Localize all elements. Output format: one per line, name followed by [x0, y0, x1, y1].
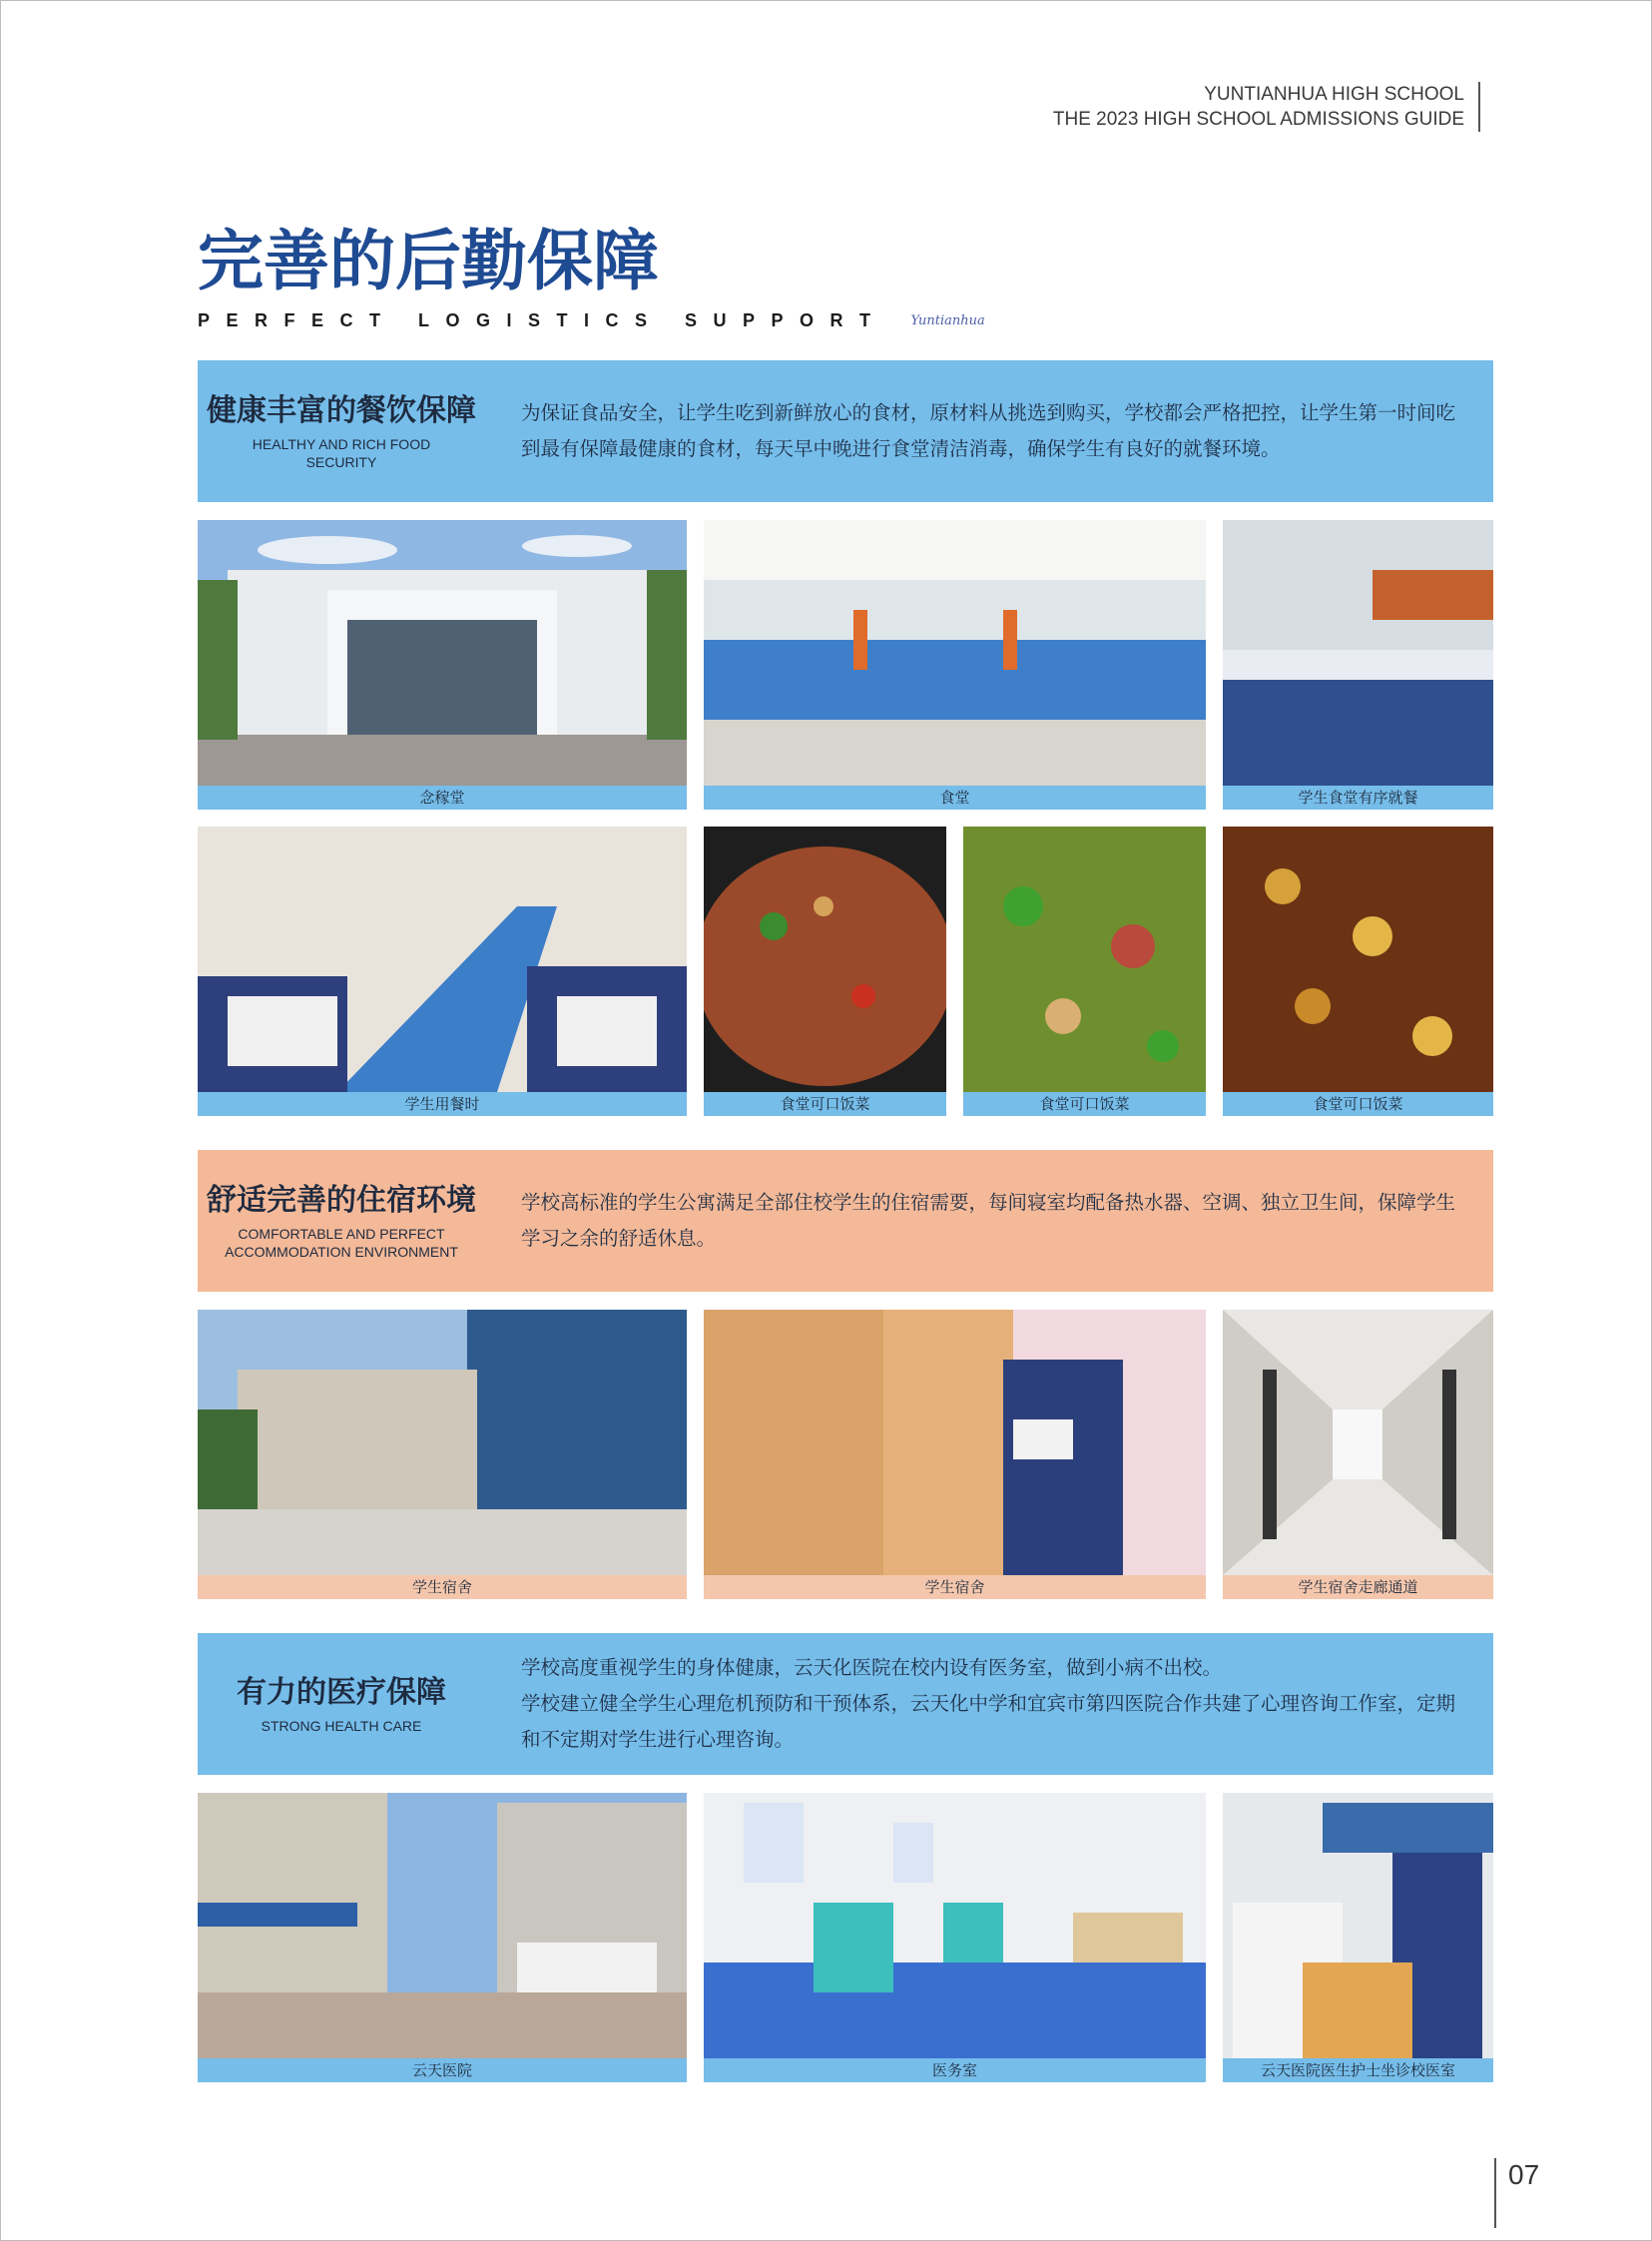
photo-canteen-image — [704, 520, 1206, 786]
photo-dish-1-image — [704, 827, 946, 1092]
photo-dish-2 — [963, 827, 1206, 1116]
photo-dorm-corridor — [1223, 1310, 1493, 1599]
photo-clinic-room-caption: 医务室 — [704, 2058, 1206, 2082]
section-health-heading — [198, 1673, 485, 1735]
photo-clinic-room-image — [704, 1793, 1206, 2058]
page-header — [1053, 82, 1480, 132]
section-food-subtitle: HEALTHY AND RICH FOOD SECURITY — [252, 436, 431, 470]
photo-dish-1-caption: 食堂可口饭菜 — [704, 1092, 946, 1116]
photo-dish-3-image — [1223, 827, 1493, 1092]
subtitle-row — [198, 305, 985, 335]
photo-canteen-caption: 食堂 — [704, 786, 1206, 810]
photo-doctor-consultation — [1223, 1793, 1493, 2082]
section-accommodation-banner — [198, 1150, 1493, 1292]
photo-hall-image — [198, 520, 687, 786]
photo-clinic-room — [704, 1793, 1206, 2082]
page-title: 完善的后勤保障 — [198, 223, 659, 299]
section-health-text — [485, 1650, 1493, 1758]
photo-hospital — [198, 1793, 687, 2082]
section-food-heading — [198, 391, 485, 471]
section-health-subtitle: STRONG HEALTH CARE — [261, 1718, 422, 1734]
section-health-text-line-2: 学校建立健全学生心理危机预防和干预体系，云天化中学和宜宾市第四医院合作共建了心理咨询工作室，定期和不定期对学生进行心理咨询。 — [521, 1692, 1456, 1751]
photo-dorm-room-image — [704, 1310, 1206, 1575]
section-accommodation-subtitle: COMFORTABLE AND PERFECT ACCOMMODATION ENVIRONMENT — [225, 1226, 458, 1260]
photo-doctor-consultation-caption: 云天医院医生护士坐诊校医室 — [1223, 2058, 1493, 2082]
photo-doctor-consultation-image — [1223, 1793, 1493, 2058]
page-number: 07 — [1494, 2158, 1539, 2228]
photo-canteen — [704, 520, 1206, 810]
photo-hall-caption: 念稼堂 — [198, 786, 687, 810]
photo-dormitory-building-image — [198, 1310, 687, 1575]
photo-dish-3 — [1223, 827, 1493, 1116]
section-food-banner — [198, 360, 1493, 502]
photo-students-dining — [198, 827, 687, 1116]
photo-dish-2-image — [963, 827, 1206, 1092]
section-health-banner — [198, 1633, 1493, 1775]
photo-hospital-caption: 云天医院 — [198, 2058, 687, 2082]
signature-logo: Yuntianhua — [910, 312, 985, 328]
photo-students-dining-caption: 学生用餐时 — [198, 1092, 687, 1116]
photo-queue-caption: 学生食堂有序就餐 — [1223, 786, 1493, 810]
photo-dormitory-building — [198, 1310, 687, 1599]
header-school-name: YUNTIANHUA HIGH SCHOOL — [1204, 84, 1464, 105]
section-accommodation-text: 学校高标准的学生公寓满足全部住校学生的住宿需要，每间寝室均配备热水器、空调、独立卫生间，保障学生学习之余的舒适休息。 — [521, 1191, 1456, 1250]
photo-queue-image — [1223, 520, 1493, 786]
photo-dish-2-caption: 食堂可口饭菜 — [963, 1092, 1206, 1116]
section-health-title: 有力的医疗保障 — [237, 1675, 446, 1710]
photo-hospital-image — [198, 1793, 687, 2058]
section-health-text-line-1: 学校高度重视学生的身体健康，云天化医院在校内设有医务室，做到小病不出校。 — [521, 1656, 1223, 1679]
photo-dormitory-building-caption: 学生宿舍 — [198, 1575, 687, 1599]
photo-dish-3-caption: 食堂可口饭菜 — [1223, 1092, 1493, 1116]
header-guide-name: THE 2023 HIGH SCHOOL ADMISSIONS GUIDE — [1052, 109, 1464, 130]
photo-dorm-corridor-image — [1223, 1310, 1493, 1575]
photo-dorm-room-caption: 学生宿舍 — [704, 1575, 1206, 1599]
page-subtitle: PERFECT LOGISTICS SUPPORT — [198, 309, 887, 330]
section-food-title: 健康丰富的餐饮保障 — [207, 393, 476, 428]
photo-queue — [1223, 520, 1493, 810]
photo-dish-1 — [704, 827, 946, 1116]
photo-dorm-room — [704, 1310, 1206, 1599]
photo-students-dining-image — [198, 827, 687, 1092]
photo-hall — [198, 520, 687, 810]
section-accommodation-title: 舒适完善的住宿环境 — [207, 1183, 476, 1218]
section-accommodation-heading — [198, 1181, 485, 1261]
photo-dorm-corridor-caption: 学生宿舍走廊通道 — [1223, 1575, 1493, 1599]
section-food-text: 为保证食品安全，让学生吃到新鲜放心的食材，原材料从挑选到购买，学校都会严格把控，让学生第一时间吃到最有保障最健康的食材，每天早中晚进行食堂清洁消毒，确保学生有良好的就餐环境。 — [521, 401, 1456, 460]
